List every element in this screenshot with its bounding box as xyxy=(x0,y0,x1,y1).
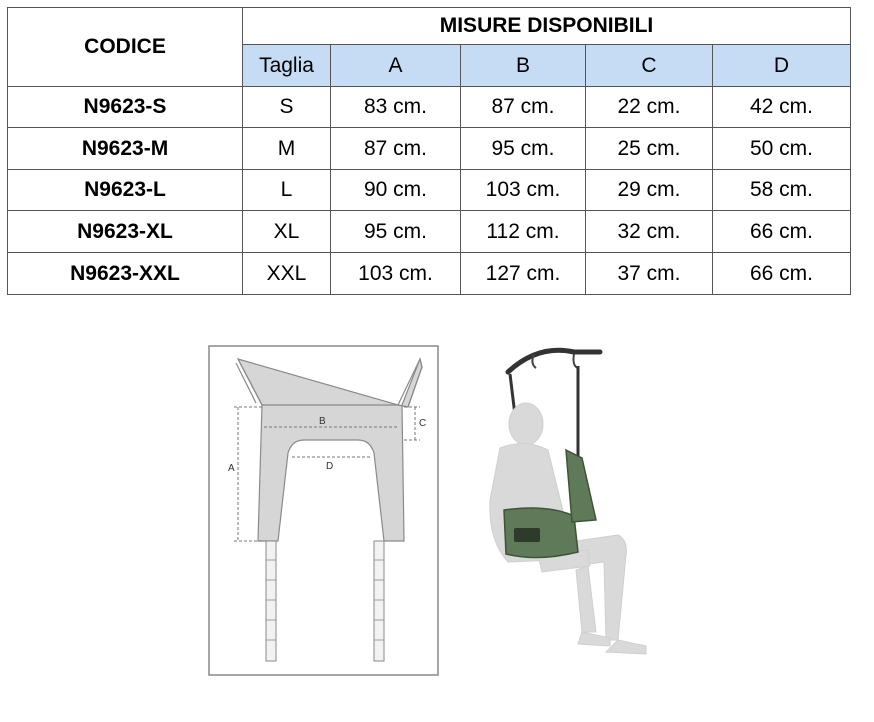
a-header: A xyxy=(331,45,461,87)
right-leg-strap xyxy=(374,541,384,661)
table-row xyxy=(8,128,851,170)
measures-header: MISURE DISPONIBILI xyxy=(243,8,851,45)
a-cell: 95 cm. xyxy=(331,211,461,253)
code-cell: N9623-S xyxy=(8,87,243,128)
d-cell: 58 cm. xyxy=(713,170,851,211)
size-cell: S xyxy=(243,87,331,128)
code-cell: N9623-L xyxy=(8,170,243,211)
size-header: Taglia xyxy=(243,45,331,87)
size-cell: M xyxy=(243,128,331,170)
d-header: D xyxy=(713,45,851,87)
c-cell: 25 cm. xyxy=(586,128,713,170)
table-row xyxy=(8,170,851,211)
c-cell: 37 cm. xyxy=(586,253,713,295)
size-cell: XXL xyxy=(243,253,331,295)
sling-handle xyxy=(514,528,540,542)
size-cell: XL xyxy=(243,211,331,253)
b-cell: 103 cm. xyxy=(461,170,586,211)
sling-back xyxy=(566,450,596,522)
b-cell: 112 cm. xyxy=(461,211,586,253)
d-cell: 66 cm. xyxy=(713,253,851,295)
c-cell: 22 cm. xyxy=(586,87,713,128)
label-b: B xyxy=(319,416,326,427)
table-row xyxy=(8,87,851,128)
b-header: B xyxy=(461,45,586,87)
size-cell: L xyxy=(243,170,331,211)
a-cell: 83 cm. xyxy=(331,87,461,128)
b-cell: 95 cm. xyxy=(461,128,586,170)
b-cell: 87 cm. xyxy=(461,87,586,128)
label-d: D xyxy=(326,461,334,472)
a-cell: 103 cm. xyxy=(331,253,461,295)
code-cell: N9623-XXL xyxy=(8,253,243,295)
b-cell: 127 cm. xyxy=(461,253,586,295)
table-row xyxy=(8,253,851,295)
spreader-bar xyxy=(508,350,600,372)
a-cell: 90 cm. xyxy=(331,170,461,211)
a-cell: 87 cm. xyxy=(331,128,461,170)
label-c: C xyxy=(419,418,427,429)
table-row xyxy=(8,211,851,253)
code-header: CODICE xyxy=(8,8,243,87)
left-leg-strap xyxy=(266,541,276,661)
code-cell: N9623-XL xyxy=(8,211,243,253)
d-cell: 50 cm. xyxy=(713,128,851,170)
person-in-sling-illustration xyxy=(478,340,658,665)
label-a: A xyxy=(228,463,235,474)
code-cell: N9623-M xyxy=(8,128,243,170)
c-header: C xyxy=(586,45,713,87)
c-cell: 32 cm. xyxy=(586,211,713,253)
d-cell: 42 cm. xyxy=(713,87,851,128)
size-table xyxy=(7,7,851,295)
d-cell: 66 cm. xyxy=(713,211,851,253)
sling-dimension-diagram xyxy=(208,345,440,677)
c-cell: 29 cm. xyxy=(586,170,713,211)
